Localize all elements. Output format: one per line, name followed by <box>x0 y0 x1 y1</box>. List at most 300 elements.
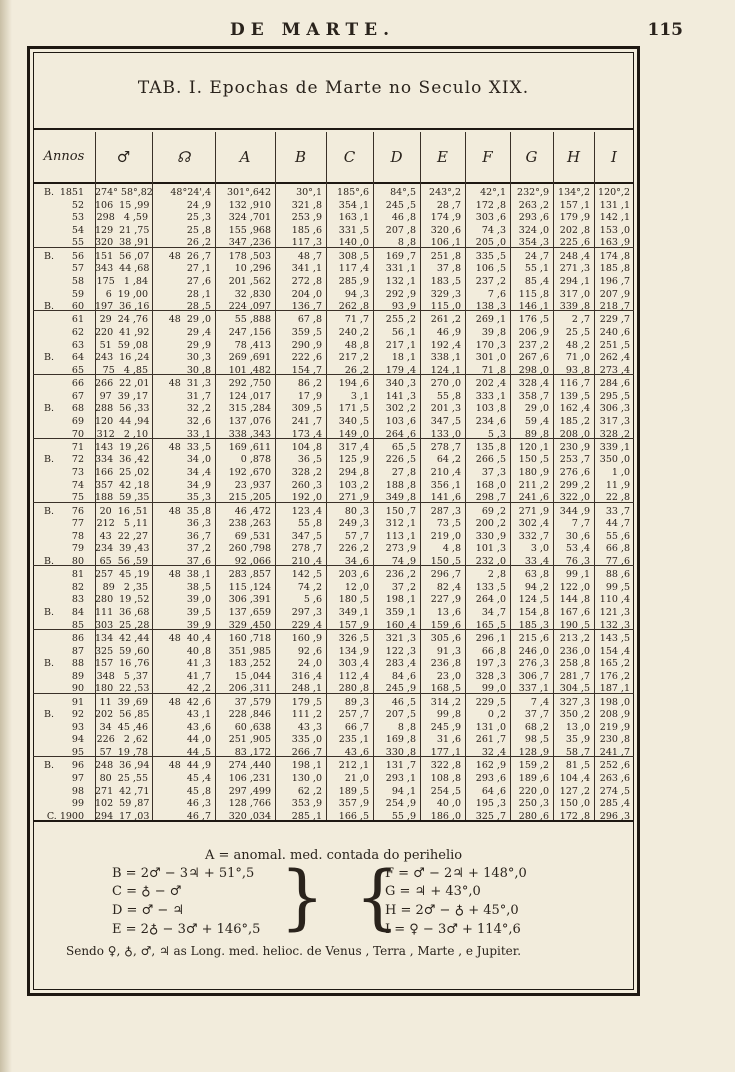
value-cell-B: 173 ,4 <box>291 428 322 440</box>
value-cell-G: 55 ,1 <box>524 263 549 275</box>
value-cell-F: 172 ,8 <box>475 199 506 211</box>
value-cell-I: 207 ,9 <box>599 288 630 300</box>
year-cell: 88 <box>71 658 84 670</box>
value-cell-E: 159 ,6 <box>430 619 461 631</box>
value-cell-I: 22 ,8 <box>605 492 630 504</box>
year-cell: 65 <box>71 364 84 376</box>
value-cell-mars: 280 19 ,52 <box>95 594 150 606</box>
value-cell-F: 165 ,5 <box>475 619 506 631</box>
value-cell-F: 2 ,8 <box>487 569 506 581</box>
value-cell-E: 219 ,0 <box>430 530 461 542</box>
value-cell-D: 122 ,3 <box>385 645 416 657</box>
legend-line-b: B = 2♂ − 3♃ + 51°,5 <box>112 866 255 881</box>
value-cell-F: 298 ,7 <box>475 492 506 504</box>
value-cell-node: 30 ,3 <box>186 352 211 364</box>
value-cell-B: 353 ,9 <box>291 798 322 810</box>
value-cell-H: 7 ,7 <box>571 518 590 530</box>
value-cell-A: 206 ,311 <box>228 683 271 695</box>
value-cell-H: 327 ,3 <box>559 696 590 708</box>
year-cell: 99 <box>71 798 84 810</box>
value-cell-G: 59 ,4 <box>524 415 549 427</box>
value-cell-D: 179 ,4 <box>385 364 416 376</box>
value-cell-mars: 294 17 ,03 <box>95 810 150 822</box>
value-cell-H: 25 ,5 <box>565 327 590 338</box>
value-cell-H: 122 ,0 <box>559 581 590 593</box>
column-header-10: H <box>566 148 581 166</box>
value-cell-mars: 257 45 ,19 <box>95 569 150 581</box>
value-cell-F: 34 ,7 <box>481 607 506 618</box>
value-cell-F: 7 ,6 <box>487 288 506 300</box>
column-header-9: G <box>525 148 538 166</box>
value-cell-H: 172 ,8 <box>559 810 590 822</box>
value-cell-node: 48 42 ,6 <box>168 696 211 708</box>
value-cell-D: 27 ,8 <box>391 467 416 478</box>
value-cell-A: 247 ,156 <box>228 327 271 338</box>
value-cell-H: 2 ,7 <box>571 314 590 326</box>
value-cell-E: 183 ,5 <box>430 275 461 287</box>
column-header-1: ♂ <box>116 148 131 166</box>
value-cell-A: 69 ,531 <box>234 530 271 542</box>
value-cell-A: 15 ,044 <box>234 670 271 682</box>
value-cell-node: 29 ,4 <box>186 327 211 338</box>
value-cell-B: 341 ,1 <box>291 263 322 275</box>
year-cell: 64 <box>71 352 84 364</box>
value-cell-C: 57 ,7 <box>344 530 369 542</box>
value-cell-mars: 212 5 ,11 <box>96 518 148 530</box>
value-cell-H: 304 ,5 <box>559 683 590 695</box>
value-cell-E: 141 ,6 <box>430 492 461 504</box>
value-cell-F: 71 ,8 <box>481 364 506 376</box>
value-cell-D: 46 ,8 <box>391 212 416 224</box>
group-rule <box>33 565 634 566</box>
year-cell: 52 <box>71 199 84 211</box>
value-cell-I: 174 ,8 <box>599 250 630 262</box>
year-cell: 79 <box>71 543 84 555</box>
value-cell-I: 143 ,5 <box>599 632 630 644</box>
value-cell-G: 267 ,6 <box>518 352 549 364</box>
value-cell-I: 77 ,6 <box>605 555 630 567</box>
value-cell-E: 177 ,1 <box>430 747 461 758</box>
legend-line-d: D = ♂ − ♃ <box>112 903 185 918</box>
value-cell-D: 331 ,1 <box>385 263 416 275</box>
value-cell-E: 82 ,4 <box>436 581 461 593</box>
value-cell-D: 131 ,7 <box>385 760 416 772</box>
value-cell-C: 71 ,7 <box>344 314 369 326</box>
value-cell-D: 207 ,8 <box>385 224 416 236</box>
value-cell-E: 314 ,2 <box>430 696 461 708</box>
value-cell-D: 359 ,1 <box>385 607 416 618</box>
value-cell-F: 261 ,7 <box>475 734 506 746</box>
value-cell-A: 137 ,659 <box>228 607 271 618</box>
value-cell-G: 85 ,4 <box>524 275 549 287</box>
value-cell-C: 271 ,9 <box>338 492 369 504</box>
value-cell-node: 33 ,1 <box>186 428 211 440</box>
value-cell-C: 257 ,7 <box>338 709 369 721</box>
value-cell-A: 155 ,968 <box>228 224 271 236</box>
year-cell: 69 <box>71 415 84 427</box>
value-cell-G: 280 ,6 <box>518 810 549 822</box>
column-header-7: E <box>437 148 448 166</box>
column-header-4: B <box>294 148 307 166</box>
value-cell-mars: 80 25 ,55 <box>99 772 148 784</box>
value-cell-E: 192 ,4 <box>430 339 461 351</box>
value-cell-A: 329 ,450 <box>228 619 271 631</box>
value-cell-B: 285 ,1 <box>291 810 322 822</box>
value-cell-mars: 134 42 ,44 <box>95 632 150 644</box>
value-cell-C: 117 ,4 <box>338 263 369 275</box>
value-cell-F: 99 ,0 <box>481 683 506 695</box>
value-cell-G: 306 ,7 <box>518 670 549 682</box>
value-cell-I: 284 ,6 <box>599 378 630 390</box>
value-cell-mars: 97 39 ,17 <box>99 390 148 402</box>
value-cell-B: 321 ,8 <box>291 199 322 211</box>
column-header-5: C <box>343 148 356 166</box>
legend-line-i: I = ♀ − 3♂ + 114°,6 <box>385 922 521 937</box>
legend-line-h: H = 2♂ − ♁ + 45°,0 <box>385 903 519 918</box>
value-cell-E: 186 ,0 <box>430 810 461 822</box>
value-cell-C: 163 ,1 <box>338 212 369 224</box>
year-cell: 70 <box>71 428 84 440</box>
value-cell-B: 123 ,4 <box>291 505 322 517</box>
value-cell-B: 210 ,4 <box>291 555 322 567</box>
value-cell-F: 69 ,2 <box>481 505 506 517</box>
value-cell-mars: 120 44 ,94 <box>95 415 150 427</box>
value-cell-D: 132 ,1 <box>385 275 416 287</box>
value-cell-C: 354 ,1 <box>338 199 369 211</box>
value-cell-C: 235 ,1 <box>338 734 369 746</box>
year-cell: 62 <box>71 327 84 338</box>
page-header <box>0 20 735 46</box>
value-cell-F: 195 ,3 <box>475 798 506 810</box>
value-cell-H: 162 ,4 <box>559 403 590 415</box>
value-cell-node: 46 ,7 <box>186 810 211 822</box>
value-cell-E: 28 ,7 <box>436 199 461 211</box>
value-cell-node: 39 ,0 <box>186 594 211 606</box>
value-cell-C: 26 ,2 <box>344 364 369 376</box>
value-cell-A: 338 ,343 <box>228 428 271 440</box>
value-cell-H: 253 ,7 <box>559 454 590 466</box>
table-title: TAB. I. Epochas de Marte no Seculo XIX. <box>137 78 530 98</box>
value-cell-C: 89 ,3 <box>344 696 369 708</box>
year-cell: 60 <box>71 301 84 313</box>
value-cell-E: 168 ,5 <box>430 683 461 695</box>
value-cell-mars: 226 2 ,62 <box>96 734 148 746</box>
value-cell-C: 157 ,9 <box>338 619 369 631</box>
value-cell-I: 339 ,1 <box>599 441 630 453</box>
value-cell-G: 68 ,2 <box>524 721 549 733</box>
value-cell-G: 276 ,3 <box>518 658 549 670</box>
value-cell-F: 296 ,1 <box>475 632 506 644</box>
value-cell-B: 130 ,0 <box>291 772 322 784</box>
value-cell-C: 185°,6 <box>337 187 369 198</box>
value-cell-B: 92 ,6 <box>297 645 322 657</box>
value-cell-H: 127 ,2 <box>559 785 590 797</box>
value-cell-node: 38 ,5 <box>186 581 211 593</box>
value-cell-C: 203 ,6 <box>338 569 369 581</box>
value-cell-C: 43 ,6 <box>344 747 369 758</box>
value-cell-A: 306 ,391 <box>228 594 271 606</box>
value-cell-A: 137 ,076 <box>228 415 271 427</box>
value-cell-H: 350 ,2 <box>559 709 590 721</box>
value-cell-B: 260 ,3 <box>291 479 322 491</box>
column-divider <box>553 132 554 820</box>
group-rule <box>33 247 634 248</box>
value-cell-B: 74 ,2 <box>297 581 322 593</box>
value-cell-node: 48 31 ,3 <box>168 378 211 390</box>
value-cell-G: 332 ,7 <box>518 530 549 542</box>
year-cell: 75 <box>71 492 84 504</box>
column-header-3: A <box>239 148 251 166</box>
value-cell-F: 133 ,5 <box>475 581 506 593</box>
value-cell-H: 202 ,8 <box>559 224 590 236</box>
value-cell-D: 18 ,1 <box>391 352 416 364</box>
value-cell-mars: 357 42 ,18 <box>95 479 150 491</box>
value-cell-F: 64 ,6 <box>481 785 506 797</box>
value-cell-A: 124 ,017 <box>228 390 271 402</box>
group-rule <box>33 438 634 439</box>
value-cell-G: 293 ,6 <box>518 212 549 224</box>
value-cell-E: 201 ,3 <box>430 403 461 415</box>
value-cell-D: 273 ,9 <box>385 543 416 555</box>
value-cell-F: 264 ,0 <box>475 594 506 606</box>
value-cell-mars: 20 16 ,51 <box>99 505 148 517</box>
value-cell-B: 229 ,4 <box>291 619 322 631</box>
value-cell-node: 42 ,2 <box>186 683 211 695</box>
value-cell-F: 74 ,3 <box>481 224 506 236</box>
value-cell-B: 192 ,0 <box>291 492 322 504</box>
value-cell-G: 159 ,2 <box>518 760 549 772</box>
value-cell-G: 324 ,0 <box>518 224 549 236</box>
value-cell-H: 81 ,5 <box>565 760 590 772</box>
value-cell-B: 272 ,8 <box>291 275 322 287</box>
legend-line-a: A = anomal. med. contada do perihelio <box>205 848 463 863</box>
value-cell-E: 254 ,5 <box>430 785 461 797</box>
year-cell: 85 <box>71 619 84 631</box>
value-cell-A: 92 ,066 <box>234 555 271 567</box>
value-cell-D: 340 ,3 <box>385 378 416 390</box>
group-rule <box>33 310 634 311</box>
value-cell-E: 73 ,5 <box>436 518 461 530</box>
value-cell-D: 94 ,1 <box>391 785 416 797</box>
value-cell-node: 41 ,7 <box>186 670 211 682</box>
value-cell-G: 3 ,0 <box>530 543 549 555</box>
value-cell-mars: 248 36 ,94 <box>95 760 150 772</box>
value-cell-I: 121 ,3 <box>599 607 630 618</box>
value-cell-G: 220 ,0 <box>518 785 549 797</box>
value-cell-H: 248 ,4 <box>559 250 590 262</box>
value-cell-F: 66 ,8 <box>481 645 506 657</box>
value-cell-E: 236 ,8 <box>430 658 461 670</box>
value-cell-mars: 334 36 ,42 <box>95 454 150 466</box>
value-cell-G: 176 ,5 <box>518 314 549 326</box>
value-cell-mars: 243 16 ,24 <box>95 352 150 364</box>
value-cell-mars: 75 4 ,85 <box>102 364 148 376</box>
year-cell: 63 <box>71 339 84 351</box>
value-cell-A: 178 ,503 <box>228 250 271 262</box>
value-cell-C: 21 ,0 <box>344 772 369 784</box>
column-divider <box>215 132 216 820</box>
year-cell: 90 <box>71 683 84 695</box>
group-rule <box>33 502 634 503</box>
value-cell-D: 283 ,4 <box>385 658 416 670</box>
value-cell-A: 32 ,830 <box>234 288 271 300</box>
value-cell-C: 180 ,5 <box>338 594 369 606</box>
value-cell-I: 230 ,8 <box>599 734 630 746</box>
value-cell-F: 266 ,5 <box>475 454 506 466</box>
value-cell-B: 36 ,5 <box>297 454 322 466</box>
value-cell-A: 37 ,579 <box>234 696 271 708</box>
left-brace: } <box>280 856 325 938</box>
value-cell-mars: 151 56 ,07 <box>95 250 150 262</box>
value-cell-mars: 175 1 ,84 <box>96 275 148 287</box>
year-cell: 71 <box>71 441 84 453</box>
value-cell-I: 251 ,5 <box>599 339 630 351</box>
year-cell: 66 <box>71 378 84 390</box>
legend-line-c: C = ♁ − ♂ <box>112 884 182 899</box>
value-cell-B: 266 ,7 <box>291 747 322 758</box>
value-cell-F: 333 ,1 <box>475 390 506 402</box>
value-cell-G: 302 ,4 <box>518 518 549 530</box>
value-cell-C: 12 ,0 <box>344 581 369 593</box>
value-cell-I: 262 ,4 <box>599 352 630 364</box>
value-cell-E: 227 ,9 <box>430 594 461 606</box>
value-cell-F: 269 ,1 <box>475 314 506 326</box>
value-cell-mars: 6 19 ,00 <box>105 288 148 300</box>
value-cell-B: 185 ,6 <box>291 224 322 236</box>
legend-line-g: G = ♃ + 43°,0 <box>385 884 481 899</box>
value-cell-E: 296 ,7 <box>430 569 461 581</box>
column-divider <box>465 132 466 820</box>
value-cell-E: 46 ,9 <box>436 327 461 338</box>
value-cell-F: 131 ,0 <box>475 721 506 733</box>
value-cell-D: 84°,5 <box>390 187 416 198</box>
table-bottom-rule <box>33 820 634 822</box>
legend-line-e: E = 2♁ − 3♂ + 146°,5 <box>112 922 261 937</box>
value-cell-A: 320 ,034 <box>228 810 271 822</box>
value-cell-C: 3 ,1 <box>350 390 369 402</box>
value-cell-F: 200 ,2 <box>475 518 506 530</box>
value-cell-H: 93 ,8 <box>565 364 590 376</box>
value-cell-G: 33 ,4 <box>524 555 549 567</box>
value-cell-node: 28 ,5 <box>186 301 211 313</box>
value-cell-node: 37 ,6 <box>186 555 211 567</box>
value-cell-E: 106 ,1 <box>430 237 461 249</box>
value-cell-C: 349 ,1 <box>338 607 369 618</box>
value-cell-node: 32 ,2 <box>186 403 211 415</box>
value-cell-mars: 43 22 ,27 <box>99 530 148 542</box>
value-cell-D: 56 ,1 <box>391 327 416 338</box>
value-cell-I: 296 ,3 <box>599 810 630 822</box>
value-cell-node: 44 ,5 <box>186 747 211 758</box>
value-cell-mars: 312 2 ,10 <box>96 428 148 440</box>
year-cell: 54 <box>71 224 84 236</box>
value-cell-node: 48 26 ,7 <box>168 250 211 262</box>
value-cell-C: 280 ,8 <box>338 683 369 695</box>
leap-year-mark: B. <box>44 454 55 466</box>
value-cell-node: 32 ,6 <box>186 415 211 427</box>
value-cell-E: 322 ,8 <box>430 760 461 772</box>
value-cell-mars: 234 39 ,43 <box>95 543 150 555</box>
value-cell-D: 8 ,8 <box>397 237 416 249</box>
value-cell-E: 210 ,4 <box>430 467 461 478</box>
year-cell: 87 <box>71 645 84 657</box>
value-cell-B: 142 ,5 <box>291 569 322 581</box>
value-cell-H: 157 ,1 <box>559 199 590 211</box>
value-cell-F: 5 ,3 <box>487 428 506 440</box>
value-cell-H: 322 ,0 <box>559 492 590 504</box>
value-cell-node: 25 ,3 <box>186 212 211 224</box>
value-cell-C: 112 ,4 <box>338 670 369 682</box>
value-cell-D: 93 ,9 <box>391 301 416 313</box>
value-cell-D: 349 ,8 <box>385 492 416 504</box>
value-cell-I: 120°,2 <box>598 187 630 198</box>
value-cell-E: 356 ,1 <box>430 479 461 491</box>
value-cell-mars: 220 41 ,92 <box>95 327 150 338</box>
value-cell-mars: 266 22 ,01 <box>95 378 150 390</box>
year-cell: 57 <box>71 263 84 275</box>
value-cell-A: 238 ,263 <box>228 518 271 530</box>
value-cell-node: 27 ,1 <box>186 263 211 275</box>
value-cell-I: 176 ,2 <box>599 670 630 682</box>
value-cell-G: 98 ,5 <box>524 734 549 746</box>
value-cell-F: 202 ,4 <box>475 378 506 390</box>
year-cell: 80 <box>71 555 84 567</box>
value-cell-A: 183 ,252 <box>228 658 271 670</box>
value-cell-H: 225 ,6 <box>559 237 590 249</box>
value-cell-I: 99 ,5 <box>605 581 630 593</box>
value-cell-A: 297 ,499 <box>228 785 271 797</box>
value-cell-node: 28 ,1 <box>186 288 211 300</box>
value-cell-I: 218 ,7 <box>599 301 630 313</box>
value-cell-B: 359 ,5 <box>291 327 322 338</box>
value-cell-G: 246 ,0 <box>518 645 549 657</box>
value-cell-G: 232°,9 <box>517 187 549 198</box>
value-cell-G: 29 ,0 <box>524 403 549 415</box>
value-cell-A: 269 ,691 <box>228 352 271 364</box>
value-cell-node: 36 ,7 <box>186 530 211 542</box>
column-header-0: Annos <box>43 149 85 164</box>
value-cell-I: 153 ,0 <box>599 224 630 236</box>
value-cell-node: 29 ,9 <box>186 339 211 351</box>
value-cell-D: 113 ,1 <box>385 530 416 542</box>
value-cell-D: 312 ,1 <box>385 518 416 530</box>
value-cell-mars: 343 44 ,68 <box>95 263 150 275</box>
running-head: DE MARTE. <box>230 20 395 40</box>
value-cell-I: 219 ,9 <box>599 721 630 733</box>
value-cell-F: 103 ,8 <box>475 403 506 415</box>
value-cell-I: 317 ,3 <box>599 415 630 427</box>
value-cell-C: 189 ,5 <box>338 785 369 797</box>
value-cell-I: 55 ,6 <box>605 530 630 542</box>
value-cell-E: 243°,2 <box>429 187 461 198</box>
value-cell-B: 297 ,3 <box>291 607 322 618</box>
value-cell-H: 236 ,0 <box>559 645 590 657</box>
value-cell-E: 115 ,0 <box>430 301 461 313</box>
value-cell-B: 316 ,4 <box>291 670 322 682</box>
value-cell-H: 76 ,3 <box>565 555 590 567</box>
value-cell-G: 215 ,6 <box>518 632 549 644</box>
value-cell-E: 261 ,2 <box>430 314 461 326</box>
value-cell-I: 1 ,0 <box>611 467 630 478</box>
value-cell-mars: 303 25 ,28 <box>95 619 150 631</box>
value-cell-C: 149 ,0 <box>338 428 369 440</box>
value-cell-D: 217 ,1 <box>385 339 416 351</box>
header-rule <box>33 182 634 184</box>
value-cell-A: 315 ,284 <box>228 403 271 415</box>
value-cell-node: 37 ,2 <box>186 543 211 555</box>
value-cell-G: 354 ,3 <box>518 237 549 249</box>
value-cell-H: 144 ,8 <box>559 594 590 606</box>
